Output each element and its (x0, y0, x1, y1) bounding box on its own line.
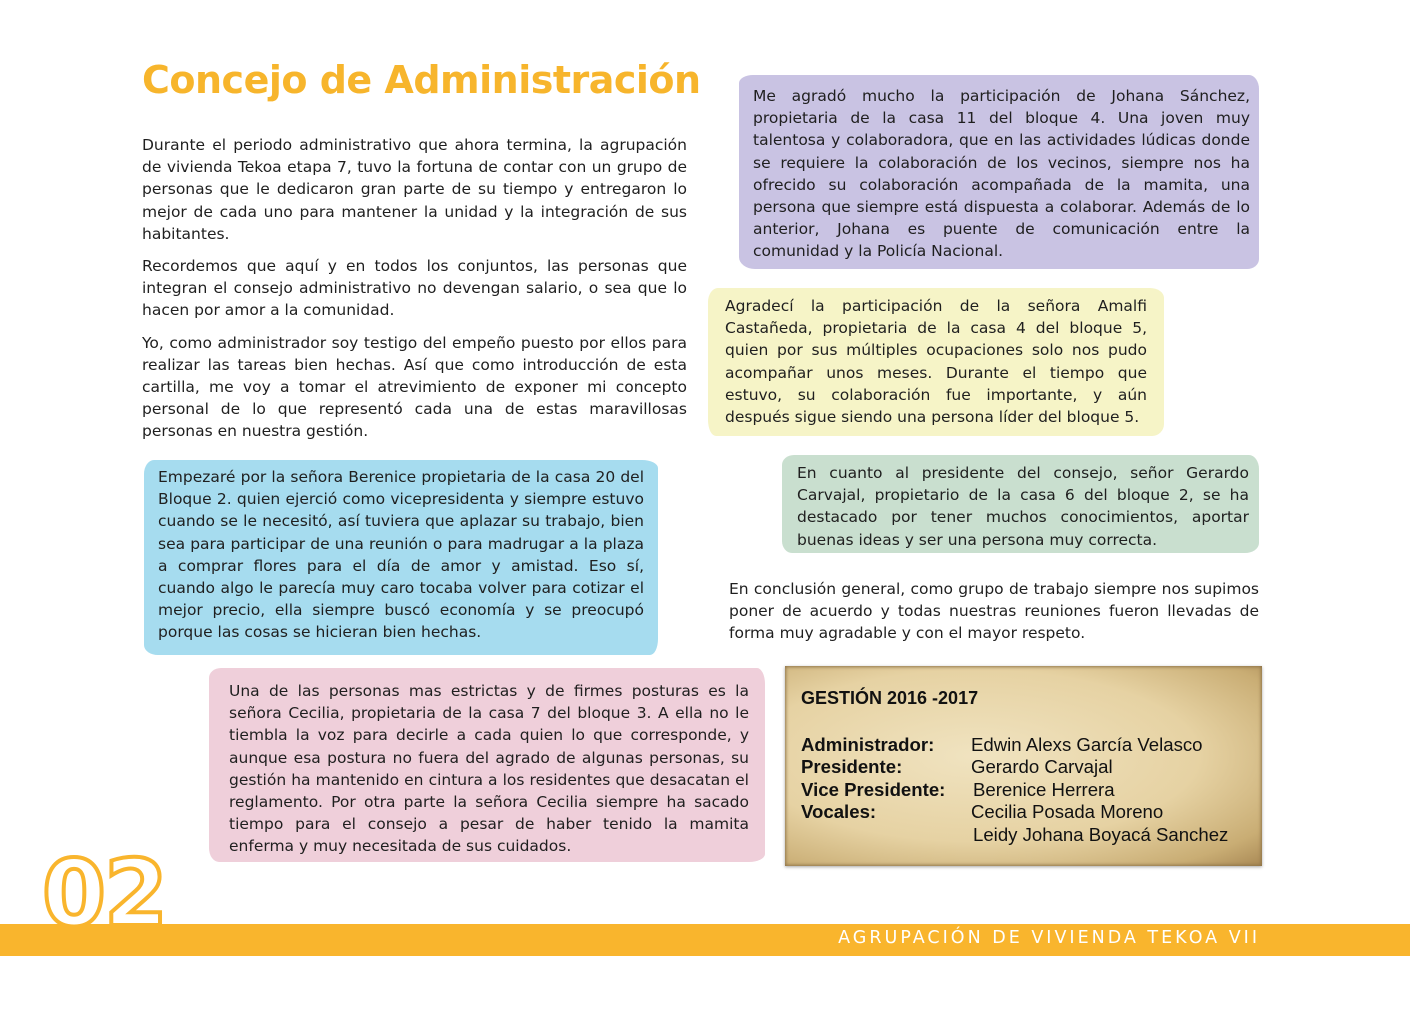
credit-name: Leidy Johana Boyacá Sanchez (973, 823, 1229, 845)
intro-paragraph: Yo, como administrador soy testigo del empeño puesto por ellos para realizar las tareas bien hechas. Así que como introducción de esta cartilla, me voy a tomar el atrevimiento de exponer mi concepto personal de lo que representó cada una de estas maravillosas personas en nuestra gestión. (142, 333, 687, 441)
gerardo-box (782, 455, 1259, 553)
credit-row (801, 779, 1248, 801)
credit-name: Berenice Herrera (973, 778, 1115, 800)
gerardo-text: En cuanto al presidente del consejo, señor Gerardo Carvajal, propietario de la casa 6 del bloque 2, se ha destacado por tener muchos conocimientos, aportar buenas ideas y ser una persona muy correcta. (797, 464, 1249, 549)
page-title: Concejo de Administración (142, 58, 701, 102)
credit-name: Cecilia Posada Moreno (971, 801, 1164, 823)
amalfi-box (708, 288, 1164, 436)
conclusion-text: En conclusión general, como grupo de trabajo siempre nos supimos poner de acuerdo y todas nuestras reuniones fueron llevadas de forma muy agradable y con el mayor respeto. (729, 580, 1259, 643)
intro-paragraph: Durante el periodo administrativo que ahora termina, la agrupación de vivienda Tekoa etapa 7, tuvo la fortuna de contar con un grupo de personas que le dedicaron gran parte de su tiempo y entregaron lo mejor de cada uno para mantener la unidad y la integración de sus habitantes. (142, 136, 687, 243)
credits-title: GESTIÓN 2016 -2017 (801, 688, 979, 708)
credit-role (801, 824, 973, 846)
johana-box (739, 75, 1259, 269)
johana-text: Me agradó mucho la participación de Johana Sánchez, propietaria de la casa 11 del bloque 4. Una joven muy talentosa y colaboradora, que en las actividades lúdicas donde se requiere la colaboración de los vecinos, siempre nos ha ofrecido su colaboración acompañada de la mamita, una persona que siempre está dispuesta a colaborar. Además de lo anterior, Johana es puente de comunicación entre la comunidad y la Policía Nacional. (753, 87, 1250, 261)
berenice-text: Empezaré por la señora Berenice propietaria de la casa 20 del Bloque 2. quien ejerció como vicepresidenta y siempre estuvo cuando se le necesitó, así tuviera que aplazar su trabajo, bien sea para participar de una reunión o para madrugar a la plaza a comprar flores para el día de amor y amistad. Eso sí, cuando algo le parecía muy caro tocaba volver para cotizar el mejor precio, ella siempre buscó economía y se preocupó porque las cosas se hicieran bien hechas. (158, 468, 644, 642)
credit-row (801, 756, 1248, 778)
credit-row (801, 824, 1248, 846)
credit-row (801, 734, 1248, 756)
credits-panel (785, 666, 1262, 866)
footer-title: AGRUPACIÓN DE VIVIENDA TEKOA VII (838, 928, 1260, 948)
credit-role: Vice Presidente: (801, 778, 946, 800)
credit-name: Edwin Alexs García Velasco (971, 734, 1203, 755)
credit-role: Presidente: (801, 756, 903, 778)
berenice-box (144, 460, 658, 655)
intro-text (142, 134, 687, 453)
page-number: 02 (42, 840, 167, 947)
cecilia-text: Una de las personas mas estrictas y de firmes posturas es la señora Cecilia, propietaria de la casa 7 del bloque 3. A ella no le tiembla la voz para decirle a cada quien lo que corresponde, y aunque esa postura no fuera del agrado de algunas personas, su gestión ha mantenido en cintura a los residentes que desacatan el reglamento. Por otra parte la señora Cecilia siempre ha sacado tiempo para el consejo a pesar de haber tenido la mamita enferma y muy necesitada de sus cuidados. (229, 682, 749, 856)
intro-paragraph: Recordemos que aquí y en todos los conjuntos, las personas que integran el consejo administrativo no devengan salario, o sea que lo hacen por amor a la comunidad. (142, 257, 687, 320)
credit-role: Administrador: (801, 734, 935, 755)
amalfi-text: Agradecí la participación de la señora Amalfi Castañeda, propietaria de la casa 4 del bloque 5, quien por sus múltiples ocupaciones solo nos pudo acompañar unos meses. Durante el tiempo que estuvo, su colaboración fue importante, y aún después sigue siendo una persona líder del bloque 5. (725, 297, 1147, 427)
credit-role: Vocales: (801, 801, 877, 823)
credit-row (801, 801, 1248, 823)
cecilia-box (209, 668, 765, 862)
credit-name: Gerardo Carvajal (971, 756, 1113, 778)
